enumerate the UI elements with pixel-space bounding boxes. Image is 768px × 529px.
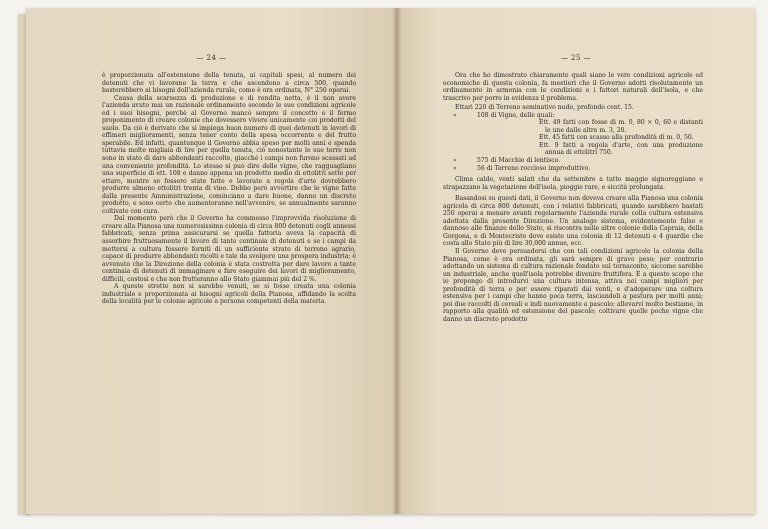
page-number-right: — 25 — <box>560 54 592 62</box>
left-page-text <box>102 72 356 306</box>
list-item: » 108 di Vigne, delle quali: <box>453 111 555 119</box>
page-number-left: — 24 — <box>196 54 227 62</box>
list-item: Ett. 45 fatti con scasso alla profondità di m. 0, 50. <box>539 134 694 142</box>
paragraph: Dal momento però che il Governo ha commesso l'improvvida risoluzione di creare alla Pianosa una numerosissima colonia di circa 800 detenuti cogli annessi fabbricati, senza prima assicurarsi se quella fattoria aveva la capacità di assorbire fruttuosamente il lavoro di tante centinaia di detenuti e se i campi da mettersi a cultura fossero forniti di un sufficiente strato di terreno agrario, capace di produrre abbondanti ricolti e tale da svolgere una prospera industria; è avvenuto che la Direzione della colonia è stata costretta per dare lavoro a tante centinaia di detenuti di immaginare e fare eseguire dei lavori di miglioramento, difficili, costosi e che non frutteranno allo Stato giammai più del 2 %. <box>102 215 356 283</box>
book-spread <box>14 8 756 520</box>
ditto-mark: » <box>453 157 457 165</box>
land-inventory <box>443 104 703 172</box>
paragraph: è proporzionata all'estensione della tenuta, ai capitali spesi, al numero dei detenuti che vi lavorano la terra e che ascendono a circa 500, quando basterebbero ai bisogni dell'azienda rurale, come è ora ordinata, N° 250 operai. <box>102 72 356 95</box>
book-gutter <box>392 8 402 514</box>
paragraph: Basandosi su questi dati, il Governo non doveva creare alla Pianosa una colonia agricola di circa 800 detenuti, con i relativi fabbricati, quando sarebbero bastati 250 operai a menare avanti regolarmente l'azienda rurale colla cultura estensiva adottata dalla presente Direzione. Un analogo sistema, evidentemente falso e dannoso alle finanze dello Stato, si riscontra nelle altre colonie della Capraia, della Gorgona, e di Montecristo dove esiste una colonia di 12 detenuti e 4 guardie che costa allo Stato più di lire 30,000 annue, ecc. <box>443 195 703 248</box>
paragraph: Causa della scarsezza di produzione e di rendita netta, è il non avere l'azienda avuto mai un razionale ordinamento secondo le sue condizioni agricole ed i suoi bisogni, perchè al Governo mancò sempre il concetto e il fermo proponimento di creare colonie che dovessero vivere unicamente coi prodotti del suolo. Da ciò è derivato che si impiega buon numero di quei detenuti in lavori di effimeri miglioramenti, senza tener conto della spesa occorrente e del frutto sperabile. Ed infatti, quantunque il Governo abbia speso per molti anni e spenda tuttavia molte migliaia di lire per quella tenuta, ciò nonostante le sue terre non sono in stato di dare abbondanti raccolte, giacchè i campi non furono scassati ad una conveniente profondità. Lo stesso si può dire delle vigne, che ragguagliano una superficie di ett. 108 e danno appena un prodotto medio di ettolitri sette per ettaro, mentre se fossero state fatte e lavorate a regola d'arte dovrebbero produrre almeno ettolitri trenta di vino. Debbo però avvertire che le vigne fatte dalla presente Amministrazione, cominciano a dare buone, danno un discreto prodotto, e sono certo che aumenteranno nell'avvenire, se annualmente saranno coltivate con cura. <box>102 94 356 215</box>
list-item: » 575 di Macchie di lentisco. <box>453 157 561 165</box>
list-item: Ett. 9 fatti a regola d'arte, con una produzione annua di ettolitri 750. <box>539 141 703 157</box>
paragraph: Il Governo deve persuadersi che con tali condizioni agricole la colonia della Pianosa, come è ora ordinata, gli sarà sempre di grave peso; per contrario adottando un sistema di cultura razionale fondato sul tornaconto, siccome sarebbe un industriale, anche quell'isola potrebbe divenire fruttifera. È a questo scopo che io propongo di introdurvi una cultura intensa, attiva nei campi migliori per profondità di terra e per essere riparati dai venti, e d'adoperare una coltura estensiva per i campi che hanno poca terra, lasciandoli a pastura per molti anni; poi due raccolti di cereali e indi nuovamente a pascolo; allevarvi molto bestiame, in rapporto alla qualità ed estensione del pascolo; coltivare quelle poche vigne che danno un discreto prodotto <box>443 248 703 323</box>
right-page <box>397 8 755 514</box>
list-item: Ettari 220 di Terreno seminativo nudo, profondo cent. 15. <box>455 104 634 112</box>
right-page-text <box>443 72 703 324</box>
paragraph: Clima caldo, venti salati che da settembre a tutto maggio signoreggiano e strapazzano la vegetazione dell'isola, pioggie rare, e siccità prolungata. <box>443 176 703 191</box>
paragraph: Ora che ho dimostrato chiaramente quali siano le vere condizioni agricole ed economiche di questa colonia, fa mestieri che il Governo adotti risolutamente un ordinamento in armonia con le condizioni e i fattori naturali dell'isola, e che trascrivo per porre in evidenza il problema. <box>443 72 703 102</box>
paragraph: A queste strette non si sarebbe venuti, se si fosse creata una colonia industriale e proporzionata ai bisogni agricoli della Pianosa, affidando la scelta della località per le colonie agricole a persone competenti della materia. <box>102 283 356 306</box>
list-item: » 56 di Terreno roccioso improduttivo. <box>453 164 591 172</box>
vineyard-breakdown <box>443 119 703 157</box>
list-item: Ett. 49 fatti con fosse di m. 0, 80 × 0, 60 e distanti le une dalle altre m. 3, 20. <box>539 119 703 134</box>
ditto-mark: » <box>453 111 457 119</box>
left-page <box>26 8 397 514</box>
ditto-mark: » <box>453 164 457 172</box>
